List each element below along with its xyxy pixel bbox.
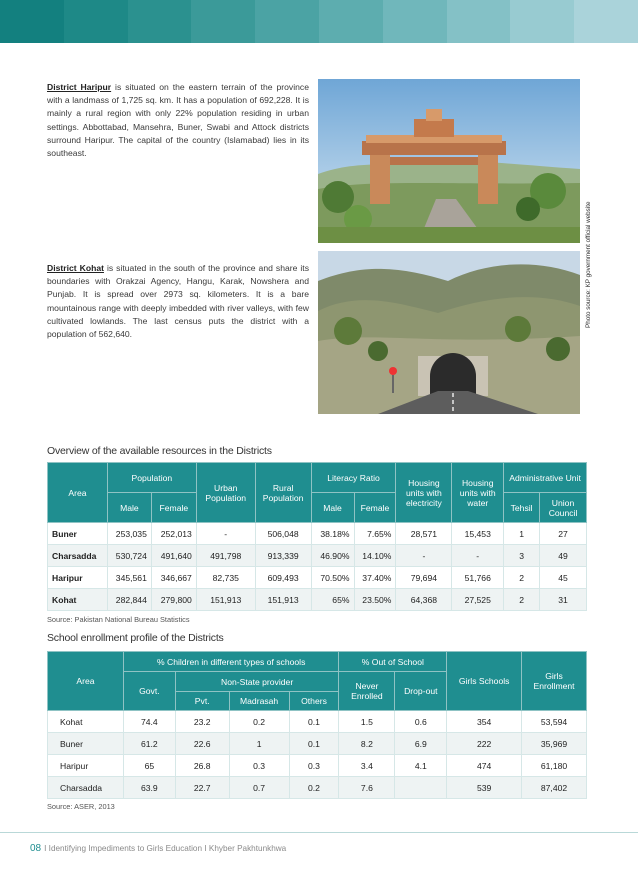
table-cell: 6.9	[395, 733, 447, 755]
table-cell: 74.4	[123, 711, 175, 733]
enroll-header-dropout: Drop-out	[395, 672, 447, 711]
haripur-description: is situated on the eastern terrain of the province with a landmass of 1,725 sq. km. It has a population of 692,228. It is mainly a rural region with only 22% population residing in urban settings. Abbottabad, Mansehra, Buner, Swabi and Attock districts surround Haripur. The capital of the country (Islamabad) lies in its southeast.	[47, 82, 309, 159]
table-cell: 15,453	[452, 523, 504, 545]
header-literacy-male: Male	[311, 493, 354, 523]
header-union-council: Union Council	[540, 493, 587, 523]
table-cell: 0.1	[289, 711, 339, 733]
enroll-header-others: Others	[289, 692, 339, 711]
table-cell: 65	[123, 755, 175, 777]
table-cell: 70.50%	[311, 567, 354, 589]
table-cell: 27	[540, 523, 587, 545]
header-area: Area	[48, 463, 108, 523]
header-rural-population: Rural Population	[255, 463, 311, 523]
table-cell: 64,368	[396, 589, 452, 611]
table-cell: 252,013	[151, 523, 196, 545]
table-cell: 279,800	[151, 589, 196, 611]
table-cell: 63.9	[123, 777, 175, 799]
table-cell: 79,694	[396, 567, 452, 589]
table-cell: 61.2	[123, 733, 175, 755]
table-cell: 354	[447, 711, 522, 733]
resources-source: Source: Pakistan National Bureau Statistics	[47, 615, 190, 624]
header-tehsil: Tehsil	[504, 493, 540, 523]
table-cell: Charsadda	[48, 777, 124, 799]
table-cell: 22.7	[175, 777, 229, 799]
table-row	[48, 523, 587, 545]
table-cell: 14.10%	[354, 545, 396, 567]
footer	[30, 843, 286, 854]
header-band-segment	[447, 0, 511, 43]
table-cell: 345,561	[107, 567, 151, 589]
table-row	[48, 711, 587, 733]
table-cell: 346,667	[151, 567, 196, 589]
photo-credit: Photo source: KP government official website	[585, 201, 592, 328]
table-cell: 51,766	[452, 567, 504, 589]
header-urban-population: Urban Population	[196, 463, 255, 523]
header-band-segment	[574, 0, 638, 43]
header-band-segment	[255, 0, 319, 43]
table-row	[48, 545, 587, 567]
table-cell: 0.2	[289, 777, 339, 799]
table-cell: 0.1	[289, 733, 339, 755]
table-cell: 151,913	[196, 589, 255, 611]
enroll-header-non-state: Non-State provider	[175, 672, 339, 692]
table-cell: 913,339	[255, 545, 311, 567]
table-cell: 491,640	[151, 545, 196, 567]
header-band-segment	[0, 0, 64, 43]
table-cell: Haripur	[48, 755, 124, 777]
table-cell: 3	[504, 545, 540, 567]
table-cell: 82,735	[196, 567, 255, 589]
enrollment-title: School enrollment profile of the Districts	[47, 632, 224, 644]
table-cell: 4.1	[395, 755, 447, 777]
resources-title: Overview of the available resources in the Districts	[47, 445, 272, 457]
table-cell: 2	[504, 589, 540, 611]
table-row	[48, 755, 587, 777]
enroll-header-govt: Govt.	[123, 672, 175, 711]
enroll-header-pvt: Pvt.	[175, 692, 229, 711]
table-cell: 491,798	[196, 545, 255, 567]
kohat-description: is situated in the south of the province and share its boundaries with Orakzai Agency, Hangu, Karak, Nowshera and Punjab. It is spread over 2973 sq. kilometers. It is a bare mountainous range with deeply imbedded with river valleys, with few cultivated lowlands. The last census puts the district with a population of 562,640.	[47, 263, 309, 340]
table-cell: Buner	[48, 523, 108, 545]
table-cell: 22.6	[175, 733, 229, 755]
enroll-header-area: Area	[48, 652, 124, 711]
header-female: Female	[151, 493, 196, 523]
resources-table	[47, 462, 587, 611]
enroll-header-girls-schools: Girls Schools	[447, 652, 522, 711]
kohat-district-name: District Kohat	[47, 263, 104, 273]
table-cell: -	[396, 545, 452, 567]
table-cell: 3.4	[339, 755, 395, 777]
enroll-header-girls-enrollment: Girls Enrollment	[522, 652, 587, 711]
table-cell: Buner	[48, 733, 124, 755]
table-cell: Haripur	[48, 567, 108, 589]
table-cell: 23.2	[175, 711, 229, 733]
haripur-district-name: District Haripur	[47, 82, 112, 92]
table-cell: Charsadda	[48, 545, 108, 567]
enroll-header-pct-children: % Children in different types of schools	[123, 652, 339, 672]
table-cell: 506,048	[255, 523, 311, 545]
table-cell: Kohat	[48, 711, 124, 733]
header-band-segment	[191, 0, 255, 43]
table-cell: 35,969	[522, 733, 587, 755]
table-cell: 0.2	[229, 711, 289, 733]
table-cell: 530,724	[107, 545, 151, 567]
table-cell: 282,844	[107, 589, 151, 611]
table-cell	[395, 777, 447, 799]
table-cell: 65%	[311, 589, 354, 611]
haripur-paragraph	[47, 81, 309, 160]
header-band-segment	[510, 0, 574, 43]
table-cell: 7.6	[339, 777, 395, 799]
header-band-segment	[383, 0, 447, 43]
footer-text: I Identifying Impediments to Girls Education I Khyber Pakhtunkhwa	[44, 844, 287, 853]
table-row	[48, 589, 587, 611]
table-cell: 46.90%	[311, 545, 354, 567]
table-cell: 222	[447, 733, 522, 755]
kohat-tunnel-photo	[318, 251, 580, 414]
table-cell: -	[452, 545, 504, 567]
table-cell: Kohat	[48, 589, 108, 611]
footer-divider	[0, 832, 638, 833]
table-cell: 2	[504, 567, 540, 589]
haripur-gate-photo	[318, 79, 580, 243]
table-cell: 31	[540, 589, 587, 611]
enroll-header-madrasah: Madrasah	[229, 692, 289, 711]
enrollment-table	[47, 651, 587, 799]
table-cell: 27,525	[452, 589, 504, 611]
table-row	[48, 567, 587, 589]
table-cell: 7.65%	[354, 523, 396, 545]
table-cell: 45	[540, 567, 587, 589]
table-cell: 23.50%	[354, 589, 396, 611]
table-cell: 1	[229, 733, 289, 755]
table-row	[48, 733, 587, 755]
header-population: Population	[107, 463, 196, 493]
table-cell: 151,913	[255, 589, 311, 611]
table-cell: 0.3	[229, 755, 289, 777]
table-cell: 49	[540, 545, 587, 567]
enroll-header-out-of-school: % Out of School	[339, 652, 447, 672]
table-cell: 37.40%	[354, 567, 396, 589]
table-cell: 0.3	[289, 755, 339, 777]
table-cell: 539	[447, 777, 522, 799]
header-band-segment	[319, 0, 383, 43]
table-cell: 1	[504, 523, 540, 545]
table-cell: 1.5	[339, 711, 395, 733]
enrollment-source: Source: ASER, 2013	[47, 802, 115, 811]
table-row	[48, 777, 587, 799]
table-cell: 0.7	[229, 777, 289, 799]
header-male: Male	[107, 493, 151, 523]
header-housing-water: Housing units with water	[452, 463, 504, 523]
table-cell: 609,493	[255, 567, 311, 589]
header-literacy-ratio: Literacy Ratio	[311, 463, 396, 493]
table-cell: 8.2	[339, 733, 395, 755]
table-cell: 28,571	[396, 523, 452, 545]
enroll-header-never-enrolled: Never Enrolled	[339, 672, 395, 711]
table-cell: 53,594	[522, 711, 587, 733]
header-administrative-unit: Administrative Unit	[504, 463, 587, 493]
table-cell: 26.8	[175, 755, 229, 777]
kohat-paragraph	[47, 262, 309, 341]
table-cell: 61,180	[522, 755, 587, 777]
header-band-segment	[128, 0, 192, 43]
table-cell: -	[196, 523, 255, 545]
header-literacy-female: Female	[354, 493, 396, 523]
page-number: 08	[30, 843, 42, 854]
table-cell: 474	[447, 755, 522, 777]
header-color-band	[0, 0, 638, 43]
table-cell: 253,035	[107, 523, 151, 545]
table-cell: 87,402	[522, 777, 587, 799]
table-cell: 0.6	[395, 711, 447, 733]
header-band-segment	[64, 0, 128, 43]
header-housing-electricity: Housing units with electricity	[396, 463, 452, 523]
table-cell: 38.18%	[311, 523, 354, 545]
